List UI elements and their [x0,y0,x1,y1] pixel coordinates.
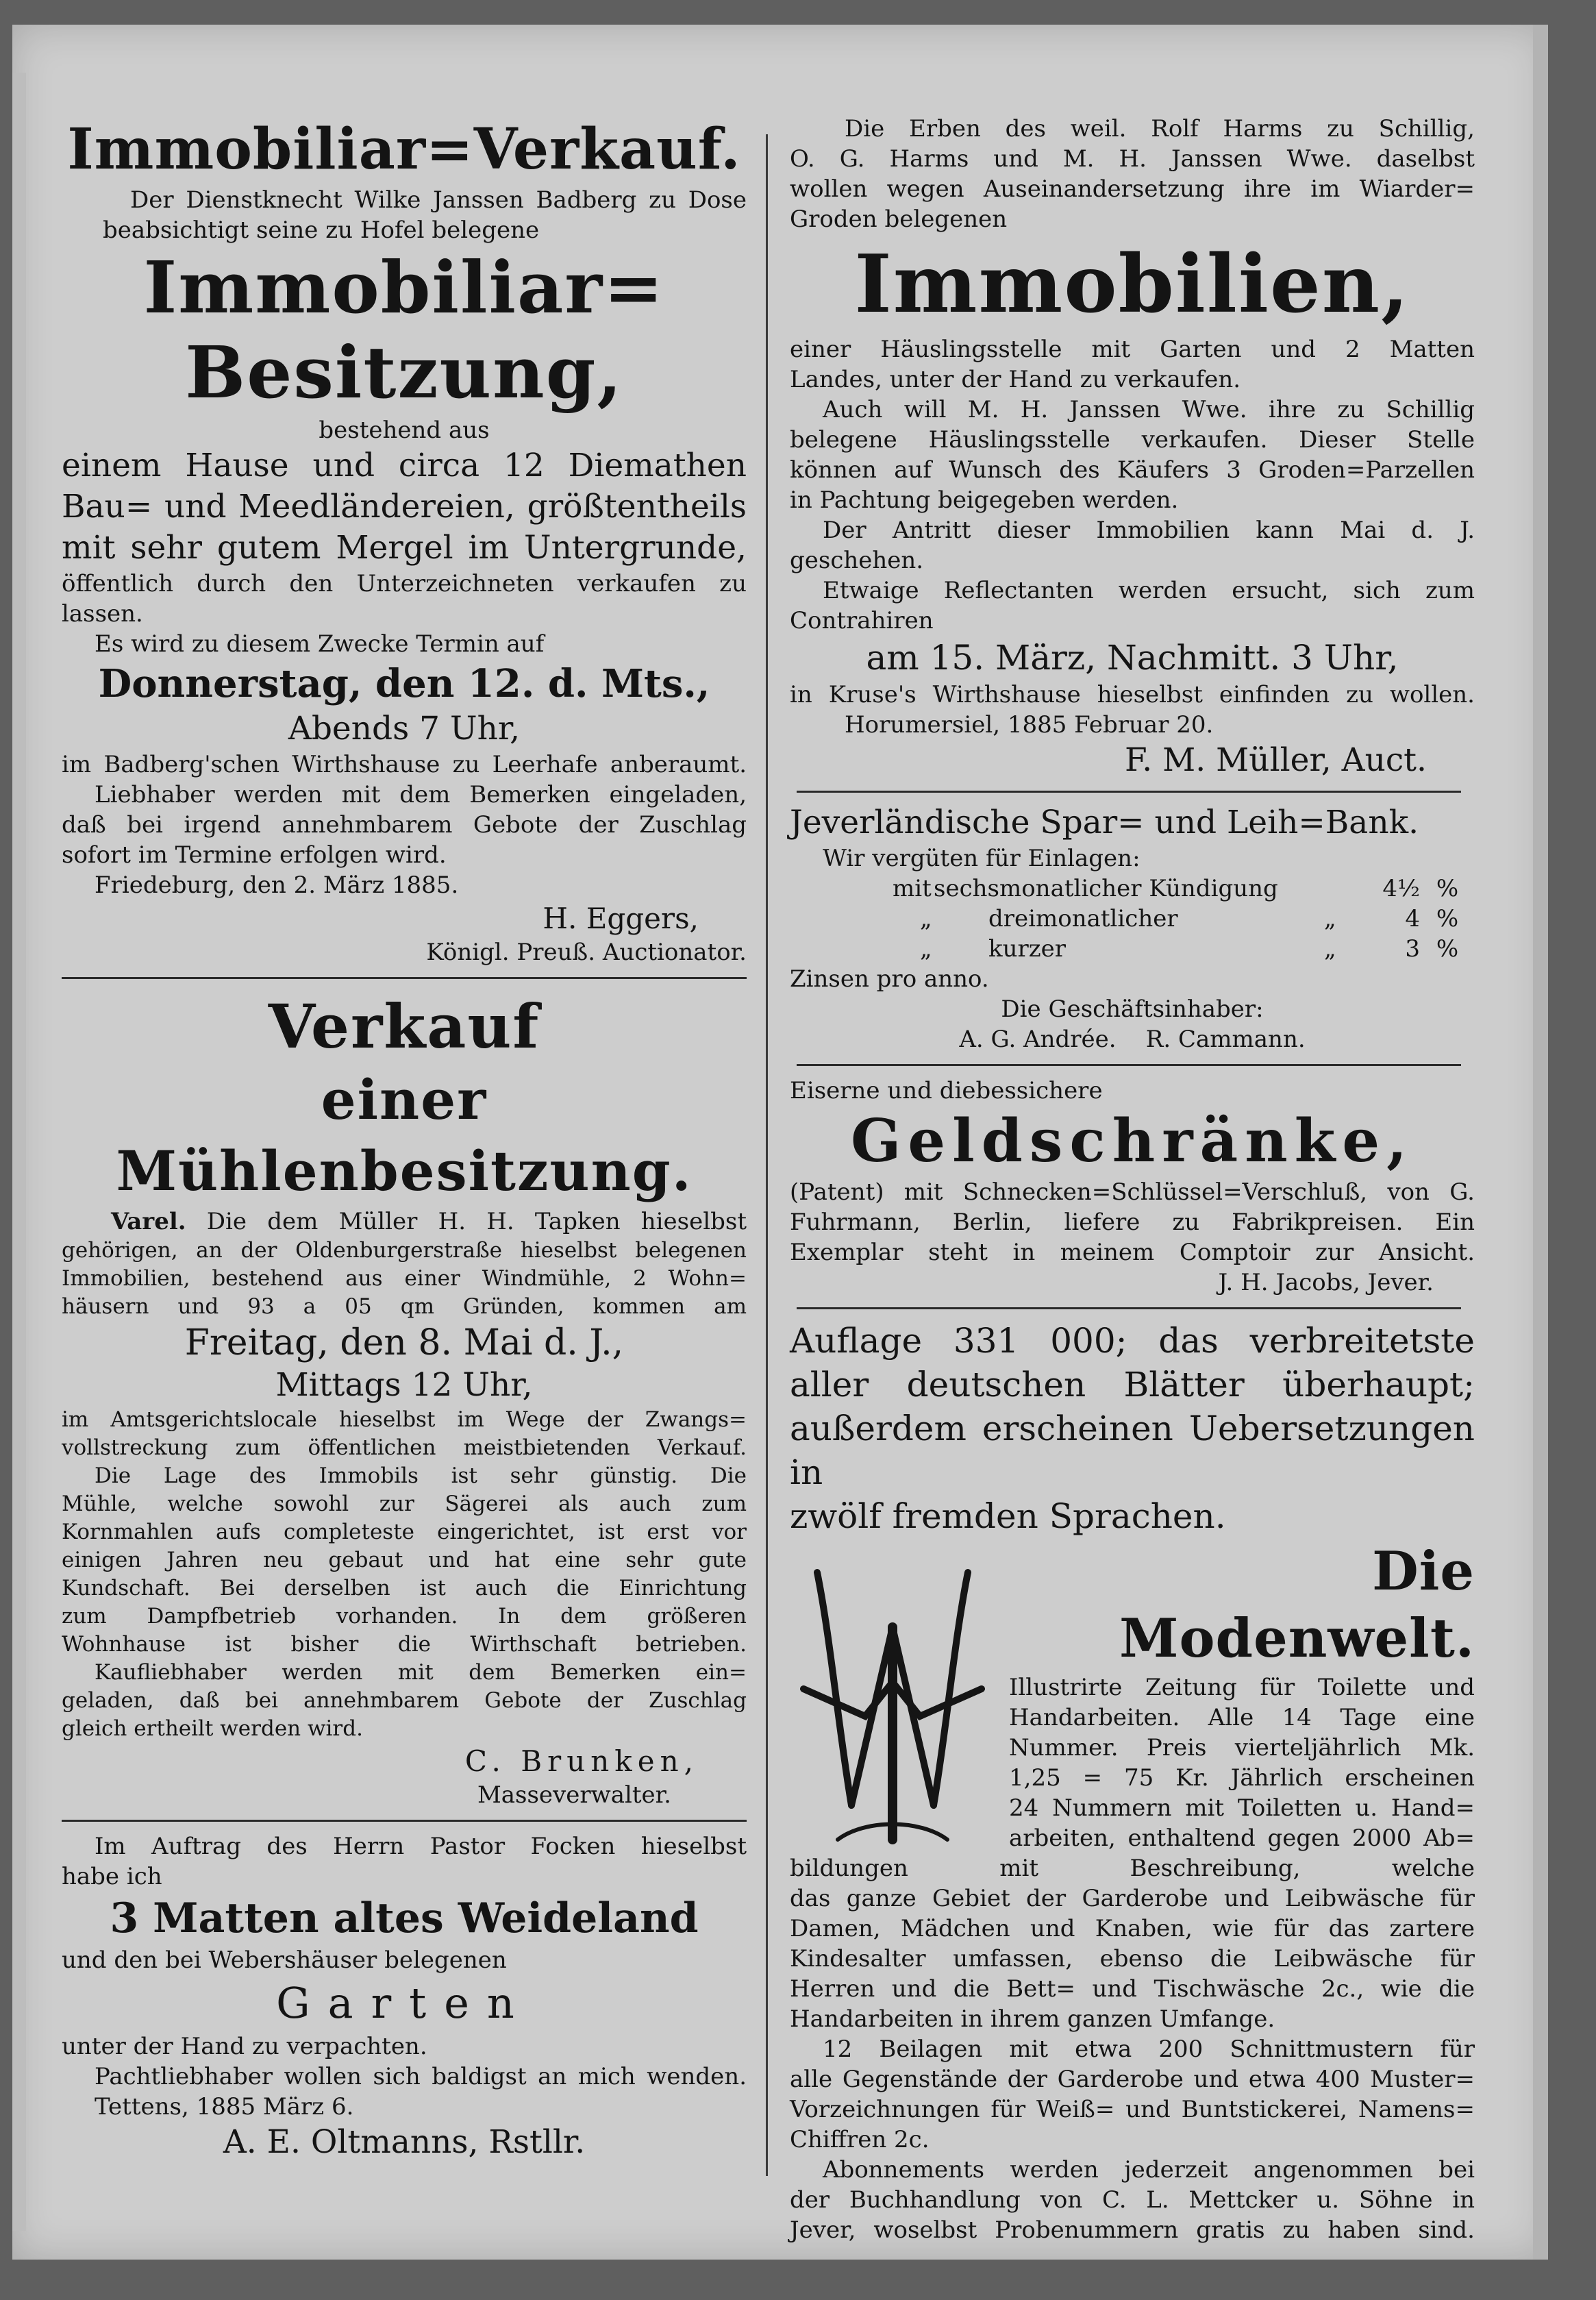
body-line: Auch will M. H. Janssen Wwe. ihre zu Schillig [823,396,1475,423]
body-line: Die Lage des Immobils ist sehr günstig. Die [95,1463,747,1488]
body-line: Liebhaber werden mit dem Bemerken eingeladen, [95,781,747,808]
page-gutter-left [12,73,26,2231]
section-divider [797,791,1461,793]
ad-muehlenbesitzung [62,989,747,1810]
modenwelt-monogram-icon [790,1545,995,1846]
body-line: daß bei irgend annehmbarem Gebote der Zuschlag [62,811,747,839]
signer: C. Brunken, [464,1744,699,1778]
signer-title: Königl. Preuß. Auctionator. [426,939,747,966]
section-divider [797,1064,1461,1066]
intro-line: habe ich [62,1863,162,1890]
body-line: öffentlich durch den Unterzeichneten verkaufen zu lassen. [62,570,747,628]
body-line: Kindesalter umfassen, ebenso die Leibwäsche für [790,1945,1475,1973]
monogram-stroke [934,1572,968,1805]
rate-prefix: mit [893,875,932,902]
monogram-stroke [817,1572,851,1805]
rate-unit: % [1436,875,1459,902]
body-line: Der Antritt dieser Immobilien kann Mai d. J. [823,517,1475,544]
rate-row-3months [790,904,1475,934]
body-line: Landes, unter der Hand zu verkaufen. [790,366,1241,393]
body-line: einem Hause und circa 12 Diemathen [62,447,747,484]
bank-intro: Wir vergüten für Einlagen: [823,845,1140,872]
section-divider [62,977,747,979]
body-line: vollstreckung zum öffentlichen meistbietenden Verkauf. [62,1435,747,1460]
body-line: Bau= und Meedländereien, größtentheils [62,488,747,525]
rate-label: dreimonatlicher [988,905,1178,932]
body-line: Illustrirte Zeitung für Toilette und [1009,1674,1475,1701]
body-line: Herren und die Bett= und Tischwäsche 2c., wie die [790,1975,1475,2003]
body-line: geladen, daß bei annehmbarem Gebote der Zuschlag [62,1688,747,1713]
body-line: können auf Wunsch des Käufers 3 Groden=Parzellen [790,456,1475,484]
body-line: Nummer. Preis vierteljährlich Mk. [1009,1734,1475,1761]
intro-line: Die Erben des weil. Rolf Harms zu Schillig, [845,115,1475,143]
body-line: Handarbeiten in ihrem ganzen Umfange. [790,2005,1275,2033]
section-divider [62,1820,747,1822]
body-line: das ganze Gebiet der Garderobe und Leibwäsche für [790,1885,1475,1912]
body-line: Contrahiren [790,607,934,634]
body-line: einer Häuslingsstelle mit Garten und 2 Matten [790,336,1475,363]
rate-prefix: „ [920,935,932,963]
body-line: alle Gegenstände der Garderobe und etwa 400 Muster= [790,2066,1475,2093]
auction-date: am 15. März, Nachmitt. 3 Uhr, [866,638,1399,678]
body-line: belegene Häuslingsstelle verkaufen. Dieser Stelle [790,426,1475,454]
rate-prefix: „ [920,905,932,932]
body-line: in Kruse's Wirthshause hieselbst einfinden zu wollen. [790,681,1475,708]
lead-line: zwölf fremden Sprachen. [790,1496,1226,1536]
signer: J. H. Jacobs, Jever. [1218,1269,1434,1296]
body-line: 12 Beilagen mit etwa 200 Schnittmustern für [823,2036,1475,2063]
signer-title: Masseverwalter. [477,1781,671,1809]
body-line: Kornmahlen aufs completeste eingerichtet, ist erst vor [62,1520,747,1544]
body-line: Abonnements werden jederzeit angenommen bei [823,2156,1475,2184]
signer: F. M. Müller, Auct. [1125,741,1427,779]
left-column [62,114,747,2163]
ad-immobiliar-verkauf [62,114,747,967]
body-line: Kundschaft. Bei derselben ist auch die Einrichtung [62,1576,747,1600]
ad-modenwelt [790,1319,1475,2245]
body-line: Wohnhause ist bisher die Wirthschaft betrieben. [62,1632,747,1657]
dateline: Friedeburg, den 2. März 1885. [95,871,459,899]
rate-unit: % [1436,905,1459,932]
body-line: sofort im Termine erfolgen wird. [62,841,447,869]
rate-quote [1324,874,1365,904]
rate-value: 3 [1405,935,1420,963]
rate-label: sechsmonatlicher Kündigung [934,875,1278,902]
ad-title: Immobiliar=Verkauf. [67,116,741,182]
body-line: Kaufliebhaber werden mit dem Bemerken ein= [95,1660,747,1685]
intro-line: O. G. Harms und M. H. Janssen Wwe. daselbst [790,145,1475,173]
auction-time: Mittags 12 Uhr, [275,1366,533,1404]
body-line: im Badberg'schen Wirthshause zu Leerhafe anberaumt. [62,751,747,778]
ad-geldschraenke [790,1076,1475,1298]
intro-line: Eiserne und diebessichere [790,1077,1103,1104]
ad-immobilien [790,114,1475,781]
ad-title: einer Mühlenbesitzung. [116,1067,693,1203]
headline: Immobilien, [854,238,1410,331]
body-line: gehörigen, an der Oldenburgerstraße hieselbst belegenen [62,1238,747,1263]
ad-title: Verkauf [268,991,540,1062]
body-line: Etwaige Reflectanten werden ersucht, sich zum [823,577,1475,604]
body-line: und den bei Webershäuser belegenen [62,1946,507,1974]
intro-line: wollen wegen Auseinandersetzung ihre im Wiarder= [790,175,1475,203]
intro-line: Groden belegenen [790,206,1008,233]
auction-time: Abends 7 Uhr, [288,710,521,747]
interest-note: Zinsen pro anno. [790,965,989,993]
lead-line: aller deutschen Blätter überhaupt; [790,1365,1475,1405]
auction-date: Donnerstag, den 12. d. Mts., [98,661,710,706]
page-gutter-right [1533,25,1548,2260]
body-line: bildungen mit Beschreibung, welche [790,1855,1475,1882]
body-line: bestehend aus [319,417,490,444]
lead-line: Auflage 331 000; das verbreitetste [790,1321,1475,1361]
body-line: 1,25 = 75 Kr. Jährlich erscheinen [1009,1764,1475,1792]
headline: Geldschränke, [850,1106,1414,1176]
bank-title: Jeverländische Spar= und Leih=Bank. [790,804,1419,841]
body-line: arbeiten, enthaltend gegen 2000 Ab= [1009,1825,1475,1852]
newspaper-page [12,25,1548,2260]
headline: 3 Matten altes Weideland [110,1894,699,1942]
ad-title: Die Modenwelt. [1119,1540,1475,1670]
lead-line: außerdem erscheinen Uebersetzungen in [790,1409,1475,1492]
body-line: zum Dampfbetrieb vorhanden. In dem größeren [62,1604,747,1629]
ad-sparbank [790,802,1475,1054]
auction-date: Freitag, den 8. Mai d. J., [184,1322,624,1363]
body-line: häusern und 93 a 05 qm Gründen, kommen am [62,1294,747,1319]
rate-value: 4 [1405,905,1420,932]
body-line: gleich ertheilt werden wird. [62,1716,363,1741]
signer: H. Eggers, [543,902,699,935]
body-line: im Amtsgerichtslocale hieselbst im Wege der Zwangs= [62,1407,747,1432]
rate-quote: „ [1324,935,1336,963]
intro-line: beabsichtigt seine zu Hofel belegene [103,217,540,244]
intro-line: Im Auftrag des Herrn Pastor Focken hieselbst [95,1833,747,1860]
dateline: Tettens, 1885 März 6. [95,2093,354,2120]
rate-value: 4½ [1382,875,1420,902]
body-line: Es wird zu diesem Zwecke Termin auf [95,630,545,658]
section-divider [797,1307,1461,1309]
rate-label: kurzer [988,935,1067,963]
ad-weideland [62,1831,747,2163]
body-line: Jever, woselbst Probenummern gratis zu haben sind. [790,2216,1475,2244]
column-divider [766,134,768,2176]
intro-line: Der Dienstknecht Wilke Janssen Badberg zu Dose [130,186,747,214]
body-line: Exemplar steht in meinem Comptoir zur Ansicht. [790,1239,1475,1266]
place-lead: Varel. [111,1208,186,1235]
body-line: Vorzeichnungen für Weiß= und Buntstickerei, Namens= [790,2096,1475,2123]
body-line: Immobilien, bestehend aus einer Windmühle, 2 Wohn= [62,1266,747,1291]
body-line: Pachtliebhaber wollen sich baldigst an mich wenden. [95,2063,747,2090]
body-line: Handarbeiten. Alle 14 Tage eine [1009,1704,1475,1731]
rate-row-short [790,934,1475,964]
body-line: Mühle, welche sowohl zur Sägerei als auch zum [62,1492,747,1516]
body-line: (Patent) mit Schnecken=Schlüssel=Verschluß, von G. [790,1178,1475,1206]
headline: Besitzung, [185,330,623,415]
body-line: einigen Jahren neu gebaut und hat eine sehr gute [62,1548,747,1572]
rate-row-6months [790,874,1475,904]
owners: A. G. Andrée. R. Cammann. [959,1026,1306,1053]
body-line: Damen, Mädchen und Knaben, wie für das zartere [790,1915,1475,1942]
right-column [790,114,1475,2245]
body-line: Fuhrmann, Berlin, liefere zu Fabrikpreisen. Ein [790,1209,1475,1236]
body-line: Die dem Müller H. H. Tapken hieselbst [206,1208,747,1235]
body-line: 24 Nummern mit Toiletten u. Hand= [1009,1794,1475,1822]
dateline: Horumersiel, 1885 Februar 20. [845,711,1214,739]
headline: Immobiliar= [143,245,665,330]
owners-label: Die Geschäftsinhaber: [1001,996,1264,1023]
rate-unit: % [1436,935,1459,963]
body-line: geschehen. [790,547,924,574]
signer: A. E. Oltmanns, Rstllr. [223,2123,586,2161]
monogram-graphic [790,1545,995,1846]
body-line: Chiffren 2c. [790,2126,930,2153]
body-line: mit sehr gutem Mergel im Untergrunde, [62,529,747,567]
body-line: in Pachtung beigegeben werden. [790,486,1179,514]
body-line: unter der Hand zu verpachten. [62,2033,427,2060]
headline-garten: Garten [276,1978,532,2028]
body-line: der Buchhandlung von C. L. Mettcker u. Söhne in [790,2186,1475,2214]
rate-quote: „ [1324,905,1336,932]
